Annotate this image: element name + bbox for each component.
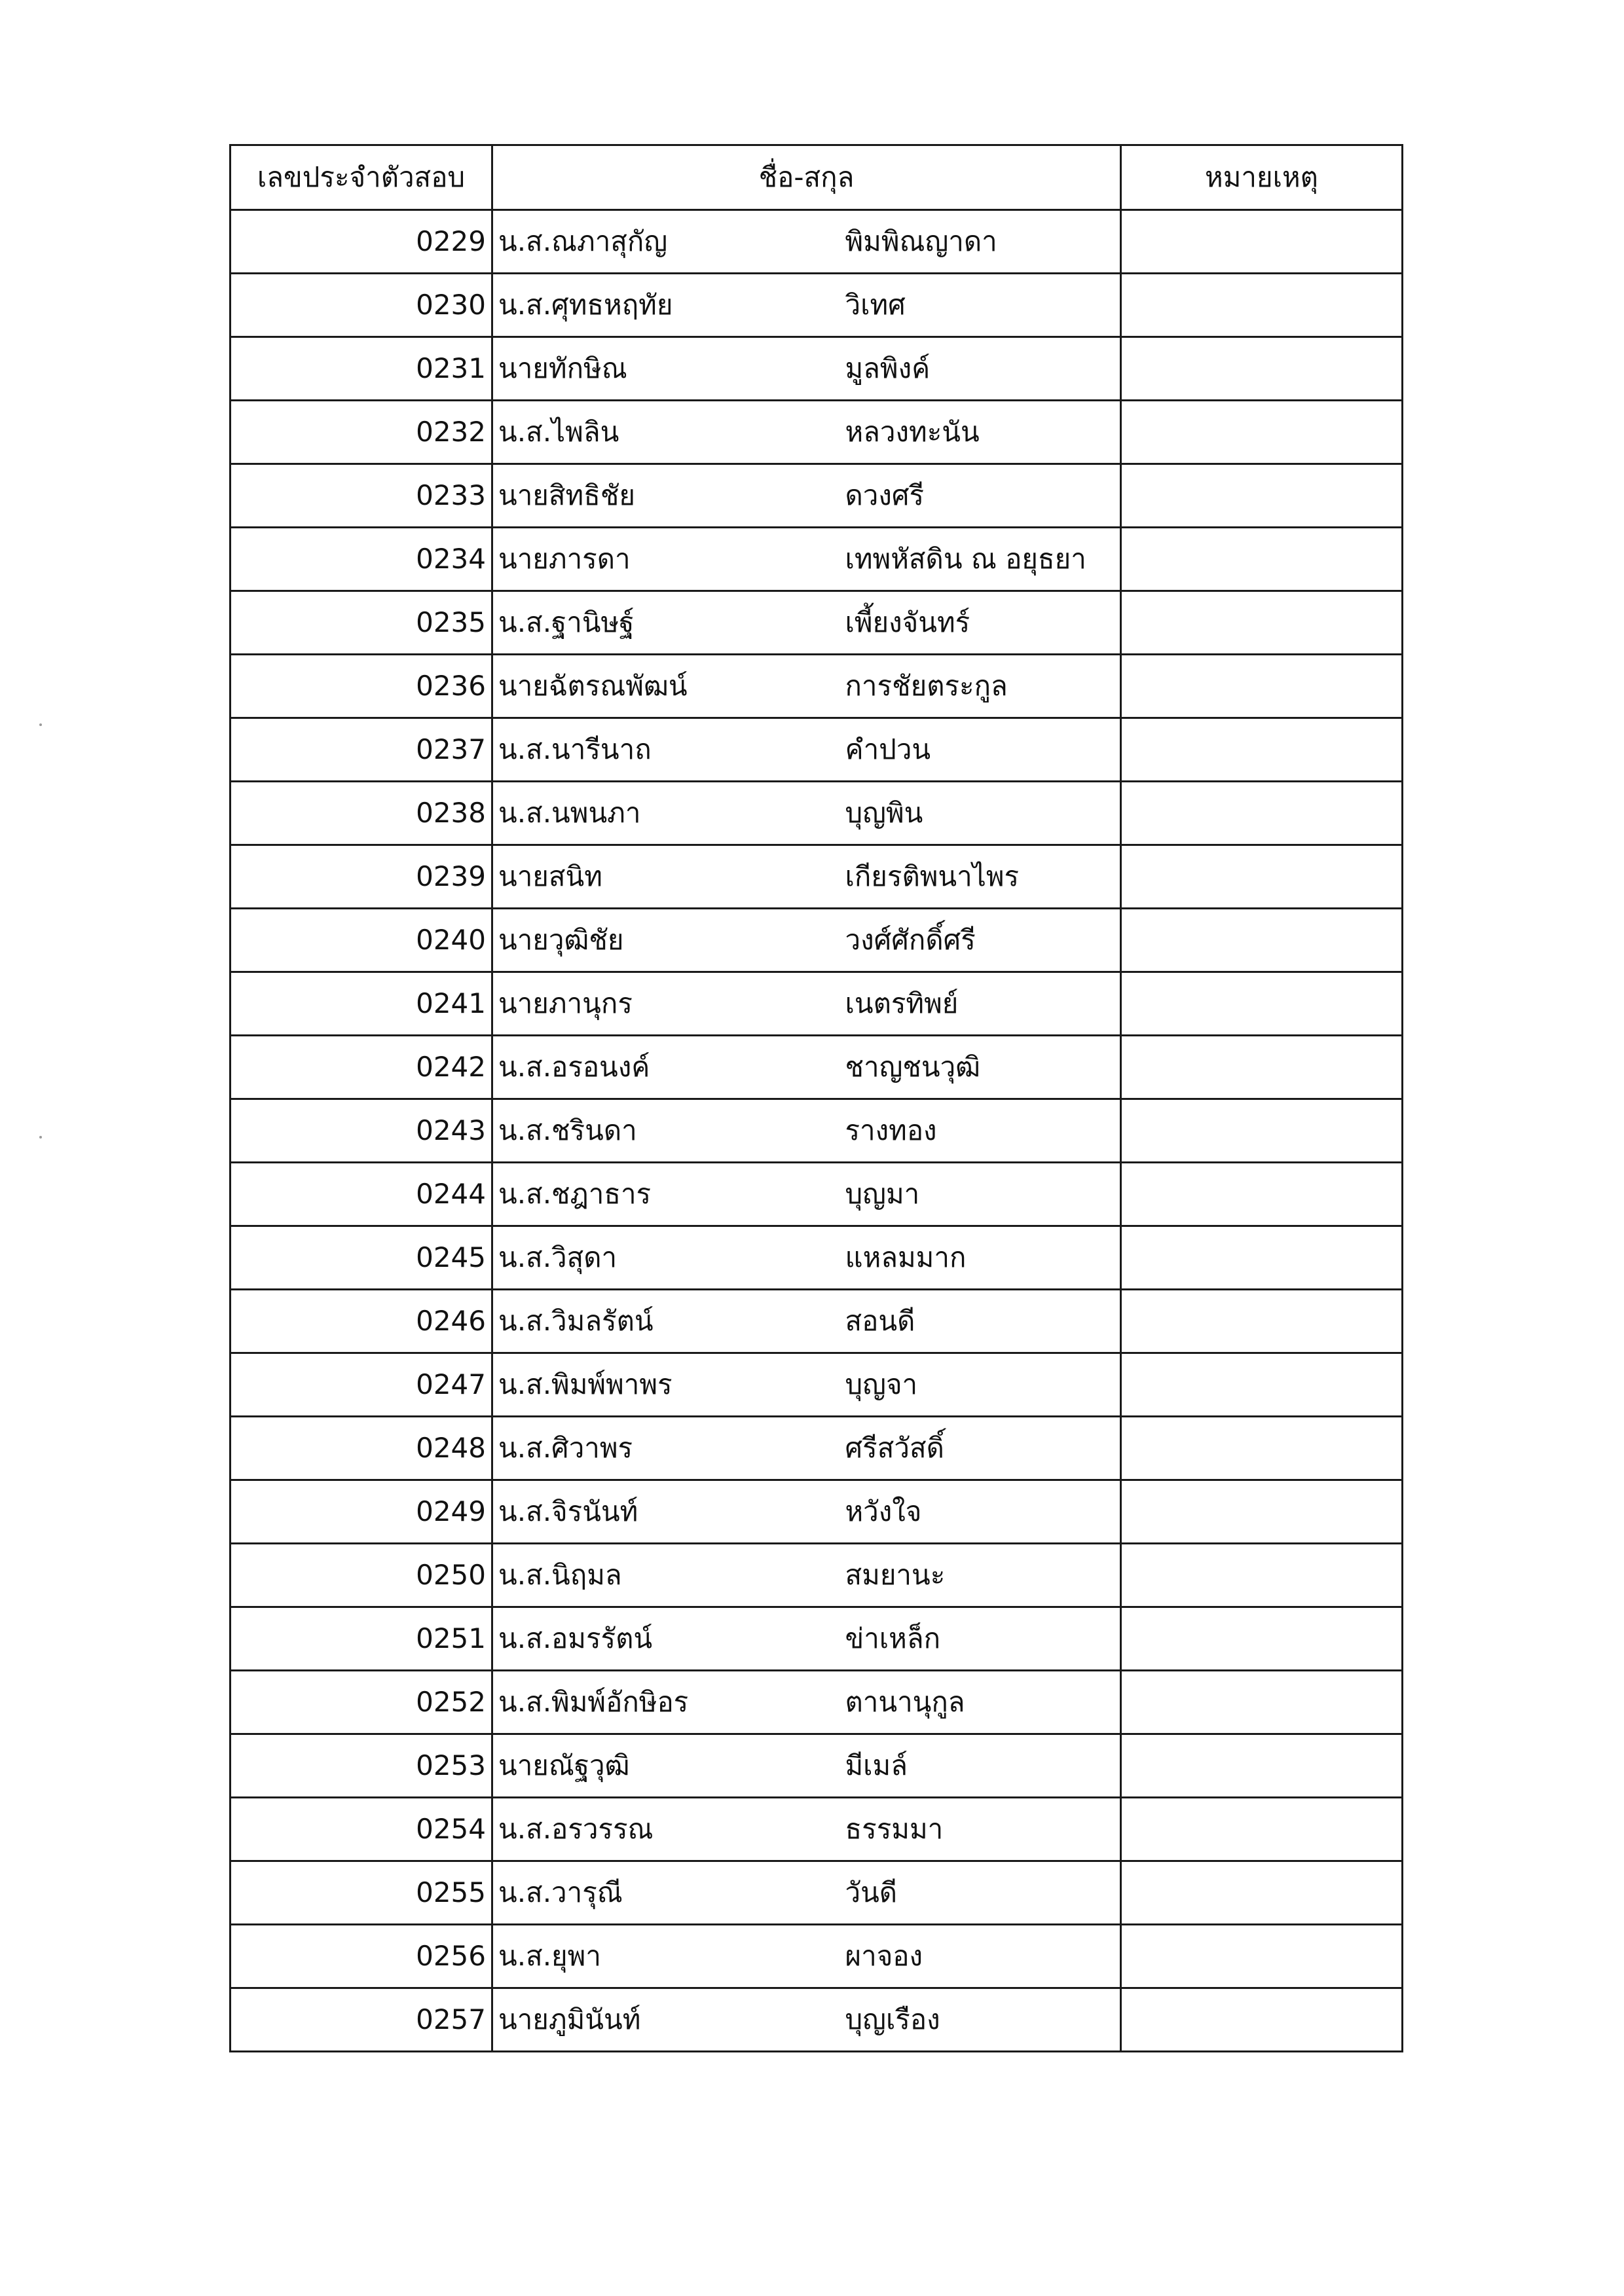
exam-id-cell: 0229 [231, 210, 492, 274]
remarks-cell [1121, 1925, 1403, 1988]
first-name-cell: น.ส.นพนภา [492, 782, 817, 845]
exam-id-cell: 0237 [231, 718, 492, 782]
exam-id-cell: 0242 [231, 1036, 492, 1099]
last-name-cell: ชาญชนวุฒิ [817, 1036, 1121, 1099]
last-name-cell: คำปวน [817, 718, 1121, 782]
remarks-cell [1121, 1988, 1403, 2052]
last-name-cell: พิมพิณญาดา [817, 210, 1121, 274]
remarks-cell [1121, 1163, 1403, 1226]
first-name-cell: น.ส.ศิวาพร [492, 1417, 817, 1480]
first-name-cell: น.ส.ชรินดา [492, 1099, 817, 1163]
last-name-cell: หวังใจ [817, 1480, 1121, 1544]
last-name-cell: สมยานะ [817, 1544, 1121, 1607]
exam-id-cell: 0255 [231, 1861, 492, 1925]
first-name-cell: นายฉัตรณพัฒน์ [492, 655, 817, 718]
exam-id-cell: 0249 [231, 1480, 492, 1544]
first-name-cell: นายสนิท [492, 845, 817, 909]
exam-id-cell: 0250 [231, 1544, 492, 1607]
last-name-cell: ตานานุกูล [817, 1671, 1121, 1734]
table-body [231, 210, 1403, 2052]
last-name-cell: วงศ์ศักดิ์ศรี [817, 909, 1121, 972]
table-row [231, 1226, 1403, 1290]
remarks-cell [1121, 718, 1403, 782]
first-name-cell: นายสิทธิชัย [492, 464, 817, 528]
exam-id-cell: 0233 [231, 464, 492, 528]
table-row [231, 1480, 1403, 1544]
remarks-cell [1121, 528, 1403, 591]
table-row [231, 1353, 1403, 1417]
remarks-cell [1121, 401, 1403, 464]
last-name-cell: ศรีสวัสดิ์ [817, 1417, 1121, 1480]
exam-id-cell: 0254 [231, 1798, 492, 1861]
exam-id-cell: 0253 [231, 1734, 492, 1798]
first-name-cell: น.ส.วารุณี [492, 1861, 817, 1925]
exam-id-cell: 0251 [231, 1607, 492, 1671]
first-name-cell: น.ส.ฐานิษฐ์ [492, 591, 817, 655]
table-row [231, 1734, 1403, 1798]
last-name-cell: ดวงศรี [817, 464, 1121, 528]
remarks-cell [1121, 909, 1403, 972]
last-name-cell: เนตรทิพย์ [817, 972, 1121, 1036]
scan-speck [39, 723, 42, 726]
remarks-cell [1121, 1036, 1403, 1099]
last-name-cell: มีเมล์ [817, 1734, 1121, 1798]
table-row [231, 1671, 1403, 1734]
table-row [231, 1417, 1403, 1480]
last-name-cell: บุญจา [817, 1353, 1121, 1417]
first-name-cell: น.ส.อรอนงค์ [492, 1036, 817, 1099]
table-row [231, 591, 1403, 655]
remarks-cell [1121, 274, 1403, 337]
remarks-cell [1121, 1353, 1403, 1417]
last-name-cell: เพี้ยงจันทร์ [817, 591, 1121, 655]
candidate-list-table [229, 144, 1403, 2052]
remarks-cell [1121, 1671, 1403, 1734]
first-name-cell: น.ส.อมรรัตน์ [492, 1607, 817, 1671]
exam-id-cell: 0247 [231, 1353, 492, 1417]
first-name-cell: น.ส.นารีนาถ [492, 718, 817, 782]
table-row [231, 718, 1403, 782]
remarks-cell [1121, 337, 1403, 401]
first-name-cell: น.ส.พิมพ์อักษิอร [492, 1671, 817, 1734]
table-row [231, 1925, 1403, 1988]
exam-id-cell: 0257 [231, 1988, 492, 2052]
first-name-cell: นายณัฐวุฒิ [492, 1734, 817, 1798]
table-row [231, 337, 1403, 401]
table-row [231, 274, 1403, 337]
header-exam-id: เลขประจำตัวสอบ [231, 145, 492, 210]
first-name-cell: น.ส.ศุทธหฤทัย [492, 274, 817, 337]
exam-id-cell: 0241 [231, 972, 492, 1036]
first-name-cell: น.ส.อรวรรณ [492, 1798, 817, 1861]
first-name-cell: น.ส.ไพลิน [492, 401, 817, 464]
first-name-cell: น.ส.พิมพ์พาพร [492, 1353, 817, 1417]
exam-id-cell: 0256 [231, 1925, 492, 1988]
last-name-cell: บุญมา [817, 1163, 1121, 1226]
last-name-cell: มูลพิงค์ [817, 337, 1121, 401]
remarks-cell [1121, 1480, 1403, 1544]
remarks-cell [1121, 1290, 1403, 1353]
last-name-cell: สอนดี [817, 1290, 1121, 1353]
last-name-cell: แหลมมาก [817, 1226, 1121, 1290]
last-name-cell: บุญเรือง [817, 1988, 1121, 2052]
remarks-cell [1121, 782, 1403, 845]
last-name-cell: ข่าเหล็ก [817, 1607, 1121, 1671]
exam-id-cell: 0234 [231, 528, 492, 591]
exam-id-cell: 0240 [231, 909, 492, 972]
exam-id-cell: 0232 [231, 401, 492, 464]
exam-id-cell: 0243 [231, 1099, 492, 1163]
table-row [231, 845, 1403, 909]
first-name-cell: นายภารดา [492, 528, 817, 591]
exam-id-cell: 0230 [231, 274, 492, 337]
first-name-cell: น.ส.ชฎาธาร [492, 1163, 817, 1226]
table-row [231, 1544, 1403, 1607]
first-name-cell: น.ส.ณภาสุกัญ [492, 210, 817, 274]
first-name-cell: นายทักษิณ [492, 337, 817, 401]
table-row [231, 655, 1403, 718]
exam-id-cell: 0236 [231, 655, 492, 718]
remarks-cell [1121, 210, 1403, 274]
remarks-cell [1121, 972, 1403, 1036]
header-remarks: หมายเหตุ [1121, 145, 1403, 210]
remarks-cell [1121, 1226, 1403, 1290]
exam-id-cell: 0245 [231, 1226, 492, 1290]
table-row [231, 1163, 1403, 1226]
last-name-cell: หลวงทะนัน [817, 401, 1121, 464]
remarks-cell [1121, 1417, 1403, 1480]
remarks-cell [1121, 1607, 1403, 1671]
last-name-cell: บุญพิน [817, 782, 1121, 845]
last-name-cell: เทพหัสดิน ณ อยุธยา [817, 528, 1121, 591]
first-name-cell: น.ส.นิฤมล [492, 1544, 817, 1607]
exam-id-cell: 0239 [231, 845, 492, 909]
last-name-cell: ธรรมมา [817, 1798, 1121, 1861]
remarks-cell [1121, 464, 1403, 528]
table-header-row [231, 145, 1403, 210]
remarks-cell [1121, 655, 1403, 718]
last-name-cell: รางทอง [817, 1099, 1121, 1163]
exam-id-cell: 0252 [231, 1671, 492, 1734]
remarks-cell [1121, 1099, 1403, 1163]
table-row [231, 528, 1403, 591]
last-name-cell: ผาจอง [817, 1925, 1121, 1988]
table-row [231, 1798, 1403, 1861]
first-name-cell: นายภูมินันท์ [492, 1988, 817, 2052]
first-name-cell: น.ส.วิมลรัตน์ [492, 1290, 817, 1353]
table-row [231, 1607, 1403, 1671]
table-row [231, 1988, 1403, 2052]
first-name-cell: น.ส.จิรนันท์ [492, 1480, 817, 1544]
exam-id-cell: 0248 [231, 1417, 492, 1480]
exam-id-cell: 0238 [231, 782, 492, 845]
last-name-cell: วันดี [817, 1861, 1121, 1925]
exam-id-cell: 0244 [231, 1163, 492, 1226]
table-row [231, 972, 1403, 1036]
first-name-cell: นายภานุกร [492, 972, 817, 1036]
first-name-cell: นายวุฒิชัย [492, 909, 817, 972]
first-name-cell: น.ส.วิสุดา [492, 1226, 817, 1290]
remarks-cell [1121, 1544, 1403, 1607]
first-name-cell: น.ส.ยุพา [492, 1925, 817, 1988]
table-row [231, 1290, 1403, 1353]
remarks-cell [1121, 1734, 1403, 1798]
remarks-cell [1121, 845, 1403, 909]
table-row [231, 401, 1403, 464]
exam-id-cell: 0235 [231, 591, 492, 655]
table-row [231, 782, 1403, 845]
exam-id-cell: 0246 [231, 1290, 492, 1353]
last-name-cell: เกียรติพนาไพร [817, 845, 1121, 909]
table-row [231, 1099, 1403, 1163]
exam-id-cell: 0231 [231, 337, 492, 401]
remarks-cell [1121, 591, 1403, 655]
table-row [231, 1036, 1403, 1099]
table-row [231, 1861, 1403, 1925]
header-full-name: ชื่อ-สกุล [492, 145, 1121, 210]
last-name-cell: วิเทศ [817, 274, 1121, 337]
table-row [231, 909, 1403, 972]
remarks-cell [1121, 1798, 1403, 1861]
table-row [231, 464, 1403, 528]
remarks-cell [1121, 1861, 1403, 1925]
last-name-cell: การชัยตระกูล [817, 655, 1121, 718]
table-row [231, 210, 1403, 274]
scan-speck [39, 1136, 42, 1139]
